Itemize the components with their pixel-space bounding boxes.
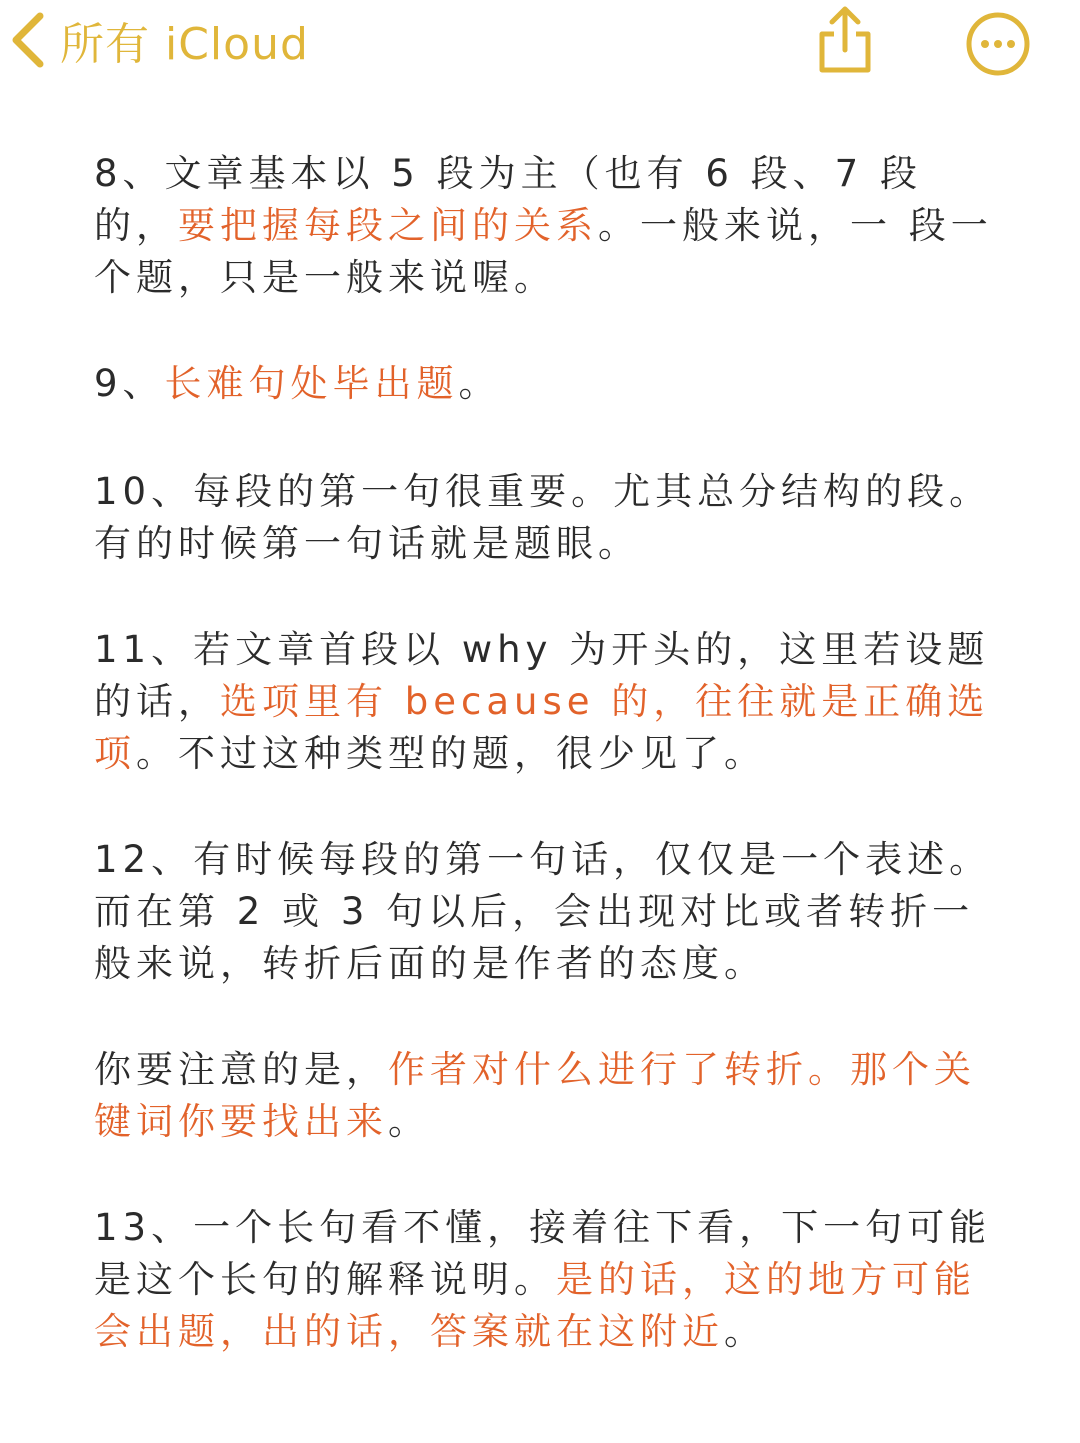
note-paragraph-12-followup xyxy=(94,1044,994,1148)
note-paragraph-12 xyxy=(94,834,994,990)
note-body[interactable] xyxy=(94,148,994,1412)
more-button[interactable] xyxy=(964,10,1032,78)
text-segment: 11、若文章首段以 why 为开头的，这里若设题的话， xyxy=(94,628,990,723)
highlighted-text: 选项里有 because 的，往往就是正确选项 xyxy=(94,680,990,775)
text-segment: 。不过这种类型的题，很少见了。 xyxy=(136,732,766,775)
share-icon xyxy=(812,4,878,76)
text-segment: 。 xyxy=(458,362,501,405)
share-button[interactable] xyxy=(812,4,878,76)
note-paragraph-13 xyxy=(94,1202,994,1358)
more-icon xyxy=(964,10,1032,78)
chevron-left-icon xyxy=(8,10,46,70)
note-paragraph-10 xyxy=(94,466,994,570)
note-paragraph-8 xyxy=(94,148,994,304)
text-segment: 你要注意的是， xyxy=(94,1048,388,1091)
navigation-bar xyxy=(0,0,1080,90)
text-segment: 10、每段的第一句很重要。尤其总分结构的段。有的时候第一句话就是题眼。 xyxy=(94,470,992,565)
text-segment: 9、 xyxy=(94,362,165,405)
back-button[interactable] xyxy=(8,8,309,72)
highlighted-text: 作者对什么进行了转折。那个关键词你要找出来 xyxy=(94,1048,976,1143)
text-segment: 。一般来说，一 段一个题，只是一般来说喔。 xyxy=(94,204,993,299)
text-segment: 13、一个长句看不懂，接着往下看，下一句可能是这个长句的解释说明。 xyxy=(94,1206,992,1301)
highlighted-text: 长难句处毕出题 xyxy=(164,362,459,405)
highlighted-text: 要把握每段之间的关系 xyxy=(178,204,598,247)
text-segment: 8、文章基本以 5 段为主（也有 6 段、7 段的， xyxy=(94,152,922,247)
text-segment: 。 xyxy=(724,1310,766,1353)
highlighted-text: 是的话，这的地方可能会出题，出的话，答案就在这附近 xyxy=(94,1258,976,1353)
text-segment: 。 xyxy=(388,1100,430,1143)
note-paragraph-11 xyxy=(94,624,994,780)
note-paragraph-9 xyxy=(94,358,994,410)
text-segment: 12、有时候每段的第一句话，仅仅是一个表述。而在第 2 或 3 句以后，会出现对比或者转折一般来说，转折后面的是作者的态度。 xyxy=(94,838,992,985)
back-label: 所有 iCloud xyxy=(60,19,309,70)
